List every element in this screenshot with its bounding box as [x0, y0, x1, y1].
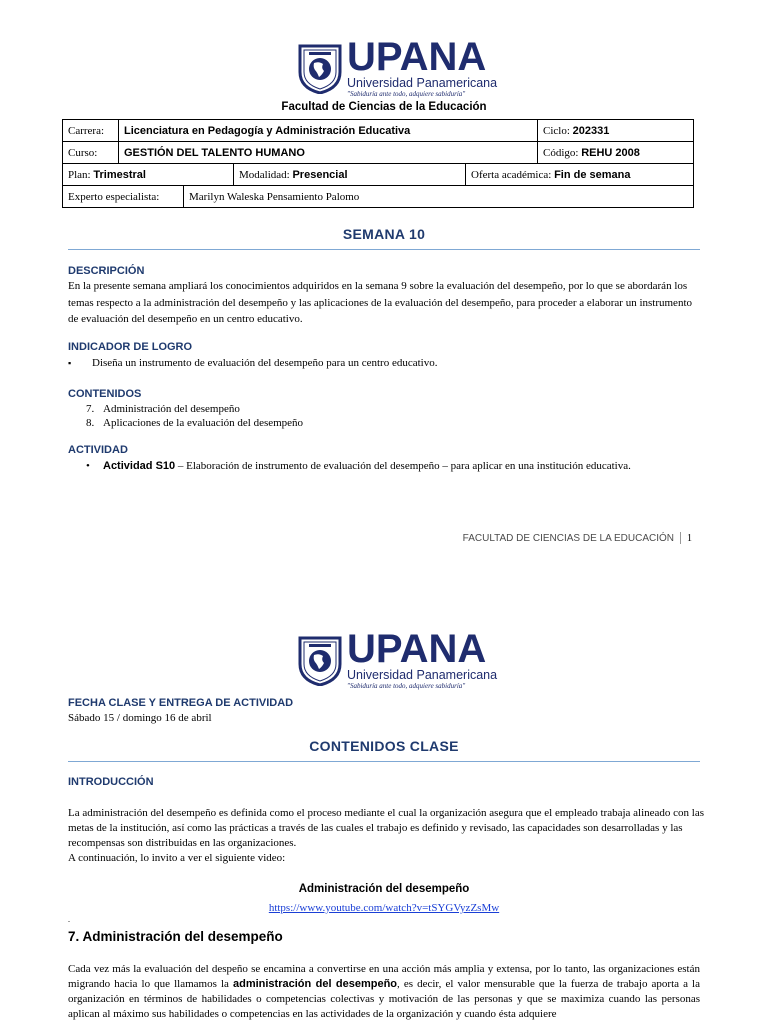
upana-logo	[297, 35, 498, 98]
table-row	[63, 186, 694, 208]
brand-subtitle: Universidad Panamericana	[347, 76, 498, 90]
divider	[68, 249, 700, 250]
brand-motto: "Sabiduría ante todo, adquiere sabiduría"	[347, 90, 466, 98]
divider	[68, 761, 700, 762]
footer-separator	[680, 532, 681, 544]
footer-text: FACULTAD DE CIENCIAS DE LA EDUCACIÓN	[462, 532, 674, 544]
section-7-title: 7. Administración del desempeño	[68, 929, 283, 944]
body-text-part1: Cada vez más la evaluación del despeño se encamina a convertirse en una acción más amplia y extensa, por lo tanto, las organizaciones están migrando hacia lo que llamamos la	[68, 963, 700, 990]
curso-value: GESTIÓN DEL TALENTO HUMANO	[124, 146, 305, 159]
brand-motto: "Sabiduría ante todo, adquiere sabiduría"	[347, 682, 466, 690]
descripcion-text: En la presente semana ampliará los conocimientos adquiridos en la semana 9 sobre la evaluación del desempeño, por lo que se abordarán los temas respecto a la administración del desempeño y las aplicaciones de la evaluación del desempeño, para proceder a elaborar un instrumento de evaluación del desempeño en un centro educativo.	[68, 280, 692, 325]
modalidad-value: Presencial	[292, 168, 348, 181]
page-number: 1	[687, 532, 692, 544]
introduccion-heading: INTRODUCCIÓN	[68, 776, 154, 788]
list-item	[86, 402, 303, 416]
oferta-value: Fin de semana	[554, 168, 631, 181]
square-bullet-icon: ▪	[68, 358, 72, 368]
section-7-body	[68, 962, 700, 1022]
carrera-value: Licenciatura en Pedagogía y Administración Educativa	[124, 124, 411, 137]
actividad-heading: ACTIVIDAD	[68, 444, 128, 456]
actividad-text: – Elaboración de instrumento de evaluación del desempeño – para aplicar en una institución educativa.	[177, 460, 631, 472]
contenidos-list	[86, 402, 303, 430]
indicador-text: Diseña un instrumento de evaluación del desempeño para un centro educativo.	[92, 357, 438, 369]
body-text-bold: administración del desempeño	[232, 978, 398, 990]
page-footer	[463, 532, 692, 544]
contenidos-heading: CONTENIDOS	[68, 388, 142, 400]
video-link-wrap	[0, 898, 768, 916]
codigo-label: Código:	[543, 146, 579, 159]
list-text: Aplicaciones de la evaluación del desempeño	[103, 417, 304, 429]
indicador-item	[68, 355, 437, 372]
actividad-body	[103, 458, 680, 475]
fecha-heading: FECHA CLASE Y ENTREGA DE ACTIVIDAD	[68, 697, 294, 709]
body-text-part2: , es decir, el valor mensurable que la fuerza de trabajo aporta a la organización en términos de habilidades o competencias colectivas y motivación de las personas y que se maximiza cuando las personas aplican al máximo sus habilidades o competencias en las actividades de la organización y cuando ésta adquiere	[68, 978, 700, 1020]
actividad-label: Actividad S10	[103, 460, 176, 472]
codigo-value: REHU 2008	[581, 146, 640, 159]
faculty-header: Facultad de Ciencias de la Educación	[281, 101, 487, 113]
brand-name: UPANA	[347, 35, 487, 79]
brand-name: UPANA	[347, 627, 487, 671]
introduccion-text: La administración del desempeño es definida como el proceso mediante el cual la organización asegura que el empleado trabaja alineado con las metas de la institución, así como las prácticas a través de las cuales el trabajo es definido y revisado, las capacidades son desarrolladas y las recompensas son distribuidas en las organizaciones.	[68, 807, 705, 849]
curso-label: Curso:	[68, 146, 98, 159]
list-text: Administración del desempeño	[103, 403, 240, 415]
university-seal-icon	[297, 42, 343, 94]
plan-value: Trimestral	[93, 168, 146, 181]
video-link[interactable]: https://www.youtube.com/watch?v=tSYGVyzZsMw	[268, 902, 500, 914]
plan-label: Plan:	[68, 168, 91, 181]
list-number: 7.	[86, 403, 95, 415]
table-row	[63, 120, 694, 142]
carrera-label: Carrera:	[68, 124, 105, 137]
oferta-label: Oferta académica:	[471, 168, 552, 181]
upana-logo-page2	[297, 627, 498, 690]
descripcion-heading: DESCRIPCIÓN	[68, 265, 145, 277]
table-row	[63, 142, 694, 164]
course-info-table	[62, 119, 694, 208]
experto-value: Marilyn Waleska Pensamiento Palomo	[189, 190, 360, 203]
experto-label: Experto especialista:	[68, 190, 160, 203]
brand-subtitle: Universidad Panamericana	[347, 668, 498, 682]
video-title: Administración del desempeño	[298, 883, 470, 895]
actividad-item	[86, 458, 680, 475]
indicador-heading: INDICADOR DE LOGRO	[68, 341, 193, 353]
fecha-text: Sábado 15 / domingo 16 de abril	[68, 712, 212, 724]
modalidad-label: Modalidad:	[239, 168, 290, 181]
introduccion-line2: A continuación, lo invito a ver el siguiente video:	[68, 852, 286, 864]
bullet-icon: •	[86, 460, 90, 472]
university-seal-icon	[297, 634, 343, 686]
table-row	[63, 164, 694, 186]
list-number: 8.	[86, 417, 95, 429]
week-title: SEMANA 10	[342, 226, 426, 242]
list-item	[86, 416, 303, 430]
ciclo-value: 202331	[572, 124, 610, 137]
contenidos-clase-title: CONTENIDOS CLASE	[309, 738, 459, 754]
stray-dot: .	[68, 915, 70, 924]
ciclo-label: Ciclo:	[543, 124, 570, 137]
